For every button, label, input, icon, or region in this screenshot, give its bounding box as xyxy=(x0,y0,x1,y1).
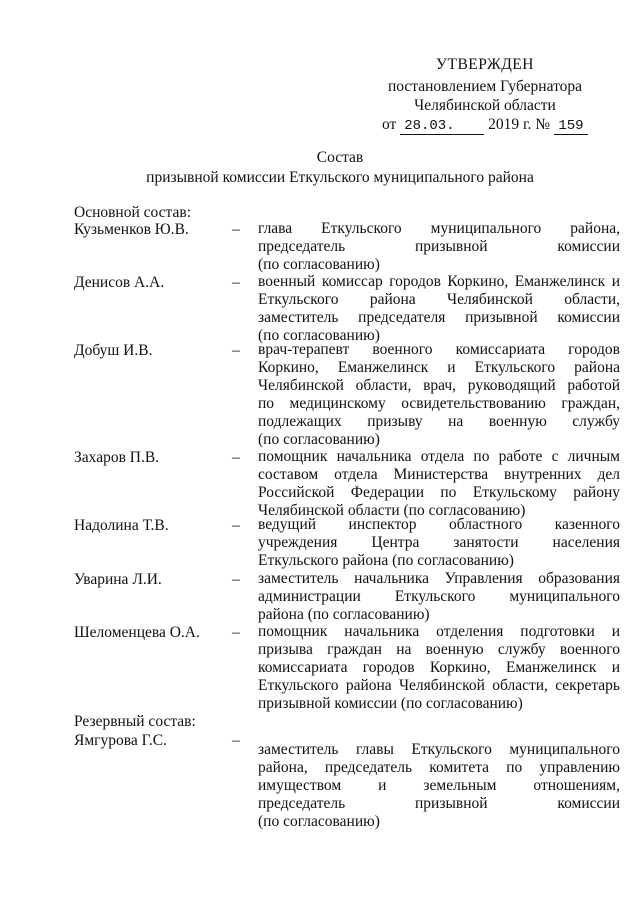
description-line: составом отдела Министерства внутренних дел xyxy=(258,466,620,483)
member-dash: – xyxy=(232,732,240,749)
member-name: Надолина Т.В. xyxy=(74,517,169,534)
member-description xyxy=(258,516,620,570)
description-line: глава Еткульского муниципального района, xyxy=(258,220,620,237)
description-line: (по согласованию) xyxy=(258,256,380,273)
member-name: Денисов А.А. xyxy=(74,274,165,291)
description-line: по медицинскому освидетельствованию граждан, xyxy=(258,395,620,412)
description-line: администрации Еткульского муниципального xyxy=(258,588,620,605)
main-section-label: Основной состав: xyxy=(74,204,192,221)
description-line: заместитель главы Еткульского муниципального xyxy=(258,741,620,758)
document-heading xyxy=(120,148,560,188)
description-line: призывной комиссии (по согласованию) xyxy=(258,695,523,712)
description-line: врач-терапевт военного комиссариата городов xyxy=(258,341,620,358)
member-name: Ямгурова Г.С. xyxy=(74,732,167,749)
member-name: Шеломенцева О.А. xyxy=(74,624,200,641)
description-line: Еткульского района Челябинской области, xyxy=(258,291,620,308)
approval-line-2: Челябинской области xyxy=(414,97,556,114)
member-description xyxy=(258,341,620,449)
member-dash: – xyxy=(232,449,240,466)
description-line: (по согласованию) xyxy=(258,813,380,830)
member-dash: – xyxy=(232,221,240,238)
description-line: (по согласованию) xyxy=(258,431,380,448)
description-line: имуществом и земельным отношениям, xyxy=(258,777,620,794)
heading-line-2: призывной комиссии Еткульского муниципального района xyxy=(146,169,534,186)
description-line: подлежащих призыву на военную службу xyxy=(258,413,620,430)
member-description xyxy=(258,741,620,831)
description-line: Российской Федерации по Еткульскому району xyxy=(258,484,620,501)
description-line: Еткульского района (по согласованию) xyxy=(258,552,514,569)
description-line: председатель призывной комиссии xyxy=(258,238,620,255)
member-description xyxy=(258,220,620,274)
description-line: военный комиссар городов Коркино, Еманжелинск и xyxy=(258,273,620,290)
approval-date-line xyxy=(360,115,610,135)
description-line: Челябинской области, врач, руководящий работой xyxy=(258,377,620,394)
description-line: района (по согласованию) xyxy=(258,606,430,623)
description-line: учреждения Центра занятости населения xyxy=(258,534,620,551)
approval-prefix: от xyxy=(382,116,397,133)
approval-date: 28.03. xyxy=(400,118,484,135)
description-line: Челябинской области (по согласованию) xyxy=(258,502,526,519)
description-line: помощник начальника отдела по работе с личным xyxy=(258,448,620,465)
member-description xyxy=(258,448,620,520)
description-line: заместитель председателя призывной комиссии xyxy=(258,309,620,326)
member-dash: – xyxy=(232,274,240,291)
member-name: Добуш И.В. xyxy=(74,342,153,359)
member-description xyxy=(258,570,620,624)
approval-line-1: постановлением Губернатора xyxy=(387,78,583,95)
description-line: (по согласованию) xyxy=(258,327,380,344)
description-line: Коркино, Еманжелинск и Еткульского района xyxy=(258,359,620,376)
approval-stamp xyxy=(360,55,610,135)
approval-title: УТВЕРЖДЕН xyxy=(436,56,534,73)
description-line: заместитель начальника Управления образования xyxy=(258,570,620,587)
member-description xyxy=(258,273,620,345)
member-description xyxy=(258,623,620,713)
description-line: ведущий инспектор областного казенного xyxy=(258,516,620,533)
reserve-section-label: Резервный состав: xyxy=(74,713,196,730)
member-name: Кузьменков Ю.В. xyxy=(74,221,189,238)
member-name: Захаров П.В. xyxy=(74,449,160,466)
description-line: района, председатель комитета по управлению xyxy=(258,759,620,776)
description-line: помощник начальника отделения подготовки и xyxy=(258,623,620,640)
description-line: комиссариата городов Коркино, Еманжелинск и xyxy=(258,659,620,676)
member-dash: – xyxy=(232,624,240,641)
member-dash: – xyxy=(232,571,240,588)
member-dash: – xyxy=(232,342,240,359)
heading-line-1: Состав xyxy=(316,149,364,166)
member-dash: – xyxy=(232,517,240,534)
approval-year: 2019 г. № xyxy=(488,116,551,133)
description-line: Еткульского района Челябинской области, секретарь xyxy=(258,677,620,694)
description-line: председатель призывной комиссии xyxy=(258,795,620,812)
description-line: призыва граждан на военную службу военного xyxy=(258,641,620,658)
member-name: Уварина Л.И. xyxy=(74,571,162,588)
approval-number: 159 xyxy=(554,118,588,135)
